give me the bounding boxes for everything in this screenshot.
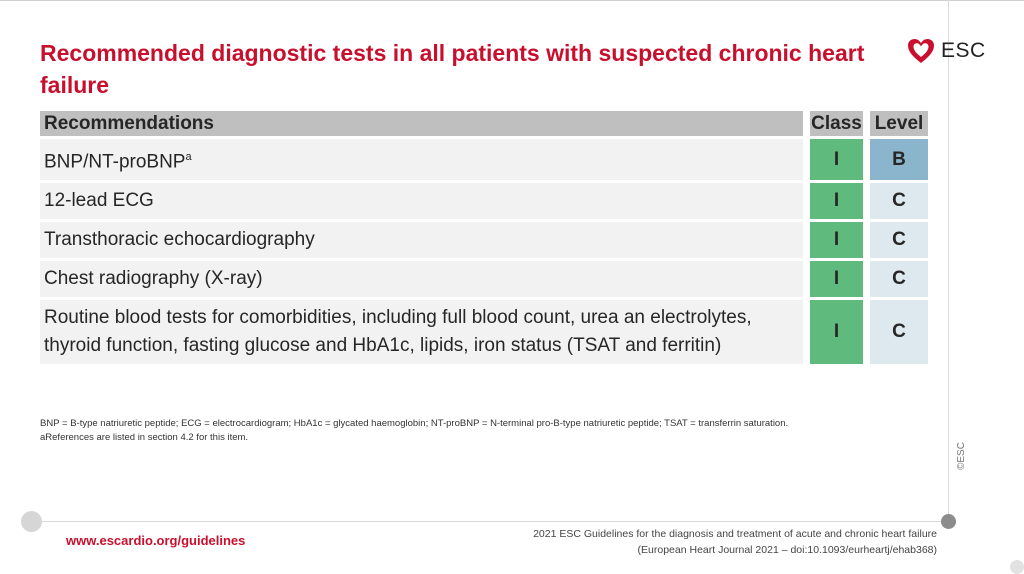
class-cell: I (810, 300, 863, 364)
table-row (40, 139, 928, 180)
esc-logo (906, 36, 986, 66)
table-row (40, 222, 928, 258)
recommendation-text: Routine blood tests for comorbidities, including full blood count, urea an electrolytes, thyroid function, fasting glucose and HbA1c, lipids, iron status (TSAT and ferritin) (40, 300, 803, 364)
level-cell: C (870, 261, 928, 297)
slide-title: Recommended diagnostic tests in all patients with suspected chronic heart failure (40, 40, 865, 98)
recommendations-table (40, 108, 928, 367)
recommendation-text: Transthoracic echocardiography (40, 222, 803, 258)
level-cell: C (870, 300, 928, 364)
recommendation-text: 12-lead ECG (40, 183, 803, 219)
level-cell: C (870, 222, 928, 258)
class-cell: I (810, 139, 863, 180)
decorative-dot-bottom (1010, 560, 1024, 574)
level-cell: B (870, 139, 928, 180)
guidelines-link[interactable]: www.escardio.org/guidelines (66, 533, 246, 548)
decorative-dot-right (941, 514, 956, 529)
citation: 2021 ESC Guidelines for the diagnosis and treatment of acute and chronic heart failure (European Heart Journal 2021 – doi:10.1093/eurheartj/ehab368) (533, 528, 937, 556)
class-cell: I (810, 222, 863, 258)
heart-icon (906, 36, 936, 66)
level-cell: C (870, 183, 928, 219)
copyright-label: ©ESC (956, 442, 967, 470)
decorative-dot-left (21, 511, 42, 532)
top-divider (0, 0, 1024, 1)
footnotes (40, 417, 788, 445)
header-recommendations: Recommendations (40, 111, 803, 136)
class-cell: I (810, 261, 863, 297)
header-class: Class (810, 111, 863, 136)
table-row (40, 261, 928, 297)
abbreviations-note: BNP = B-type natriuretic peptide; ECG = electrocardiogram; HbA1c = glycated haemoglobin; NT-proBNP = N-terminal pro-B-type natriuretic peptide; TSAT = transferrin saturation. (40, 418, 789, 429)
header-level: Level (870, 111, 928, 136)
footer-divider (31, 521, 949, 522)
logo-text: ESC (941, 39, 986, 62)
table-header-row (40, 111, 928, 136)
right-divider (948, 0, 949, 520)
recommendation-text: Chest radiography (X-ray) (40, 261, 803, 297)
table-row (40, 300, 928, 364)
class-cell: I (810, 183, 863, 219)
footnote-marker: a (185, 151, 192, 163)
table-row (40, 183, 928, 219)
references-note: aReferences are listed in section 4.2 for this item. (40, 432, 249, 443)
recommendation-text: BNP/NT-proBNP$^a$ (40, 139, 803, 180)
